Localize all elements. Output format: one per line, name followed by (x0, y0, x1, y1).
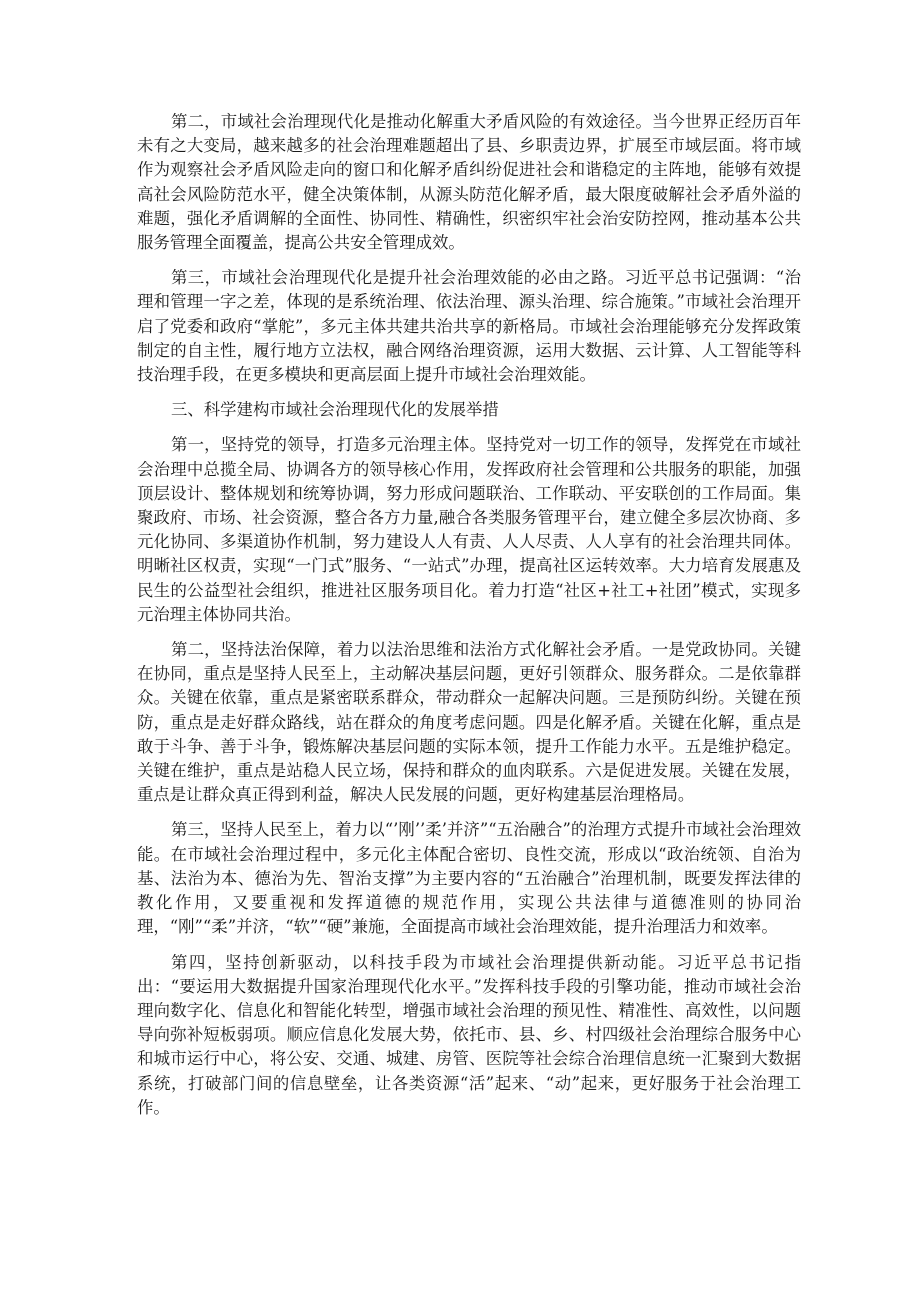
document-page (137, 110, 801, 1131)
paragraph-third-efficiency: 第三，市域社会治理现代化是提升社会治理效能的必由之路。习近平总书记强调：“治理和管理一字之差，体现的是系统治理、依法治理、源头治理、综合施策。”市域社会治理开启了党委和政府“掌舵”，多元主体共建共治共享的新格局。市域社会治理能够充分发挥政策制定的自主性，履行地方立法权，融合网络治理资源，运用大数据、云计算、人工智能等科技治理手段，在更多模块和更高层面上提升市域社会治理效能。 (137, 268, 801, 385)
paragraph-second-risk: 第二，市域社会治理现代化是推动化解重大矛盾风险的有效途径。当今世界正经历百年未有之大变局，越来越多的社会治理难题超出了县、乡职责边界，扩展至市域层面。将市域作为观察社会矛盾风险走向的窗口和化解矛盾纠纷促进社会和谐稳定的主阵地，能够有效提高社会风险防范水平，健全决策体制，从源头防范化解矛盾，最大限度破解社会矛盾外溢的难题，强化矛盾调解的全面性、协同性、精确性，织密织牢社会治安防控网，推动基本公共服务管理全面覆盖，提高公共安全管理成效。 (137, 112, 801, 253)
section-heading-measures: 三、科学建构市域社会治理现代化的发展举措 (171, 400, 499, 420)
paragraph-second-rule-of-law: 第二，坚持法治保障，着力以法治思维和法治方式化解社会矛盾。一是党政协同。关键在协同，重点是坚持人民至上，主动解决基层问题，更好引领群众、服务群众。二是依靠群众。关键在依靠，重点是紧密联系群众，带动群众一起解决问题。三是预防纠纷。关键在预防，重点是走好群众路线，站在群众的角度考虑问题。四是化解矛盾。关键在化解，重点是敢于斗争、善于斗争，锻炼解决基层问题的实际本领，提升工作能力水平。五是维护稳定。关键在维护，重点是站稳人民立场，保持和群众的血肉联系。六是促进发展。关键在发展，重点是让群众真正得到利益，解决人民发展的问题，更好构建基层治理格局。 (137, 640, 801, 805)
paragraph-third-people-first: 第三，坚持人民至上，着力以“’刚’’柔’并济”“五治融合”的治理方式提升市域社会治理效能。在市域社会治理过程中，多元化主体配合密切、良性交流，形成以“政治统领、自治为基、法治为本、德治为先、智治支撑”为主要内容的“五治融合”治理机制，既要发挥法律的教化作用，又要重视和发挥道德的规范作用，实现公共法律与道德准则的协同治理，“刚”“柔”并济，“软”“硬”兼施，全面提高市域社会治理效能，提升治理活力和效率。 (137, 820, 801, 937)
paragraph-fourth-innovation: 第四，坚持创新驱动，以科技手段为市域社会治理提供新动能。习近平总书记指出：“要运用大数据提升国家治理现代化水平。”发挥科技手段的引擎功能，推动市域社会治理向数字化、信息化和智能化转型，增强市域社会治理的预见性、精准性、高效性，以问题导向弥补短板弱项。顺应信息化发展大势，依托市、县、乡、村四级社会治理综合服务中心和城市运行中心，将公安、交通、城建、房管、医院等社会综合治理信息统一汇聚到大数据系统，打破部门间的信息壁垒，让各类资源“活”起来、“动”起来，更好服务于社会治理工作。 (137, 952, 801, 1117)
paragraph-first-party-leadership: 第一，坚持党的领导，打造多元治理主体。坚持党对一切工作的领导，发挥党在市域社会治理中总揽全局、协调各方的领导核心作用，发挥政府社会管理和公共服务的职能，加强顶层设计、整体规划和统筹协调，努力形成问题联治、工作联动、平安联创的工作局面。集聚政府、市场、社会资源，整合各方力量,融合各类服务管理平台，建立健全多层次协商、多元化协同、多渠道协作机制，努力建设人人有责、人人尽责、人人享有的社会治理共同体。明晰社区权责，实现“一门式”服务、“一站式”办理，提高社区运转效率。大力培育发展惠及民生的公益型社会组织，推进社区服务项目化。着力打造“社区+社工+社团”模式，实现多元治理主体协同共治。 (137, 435, 801, 624)
